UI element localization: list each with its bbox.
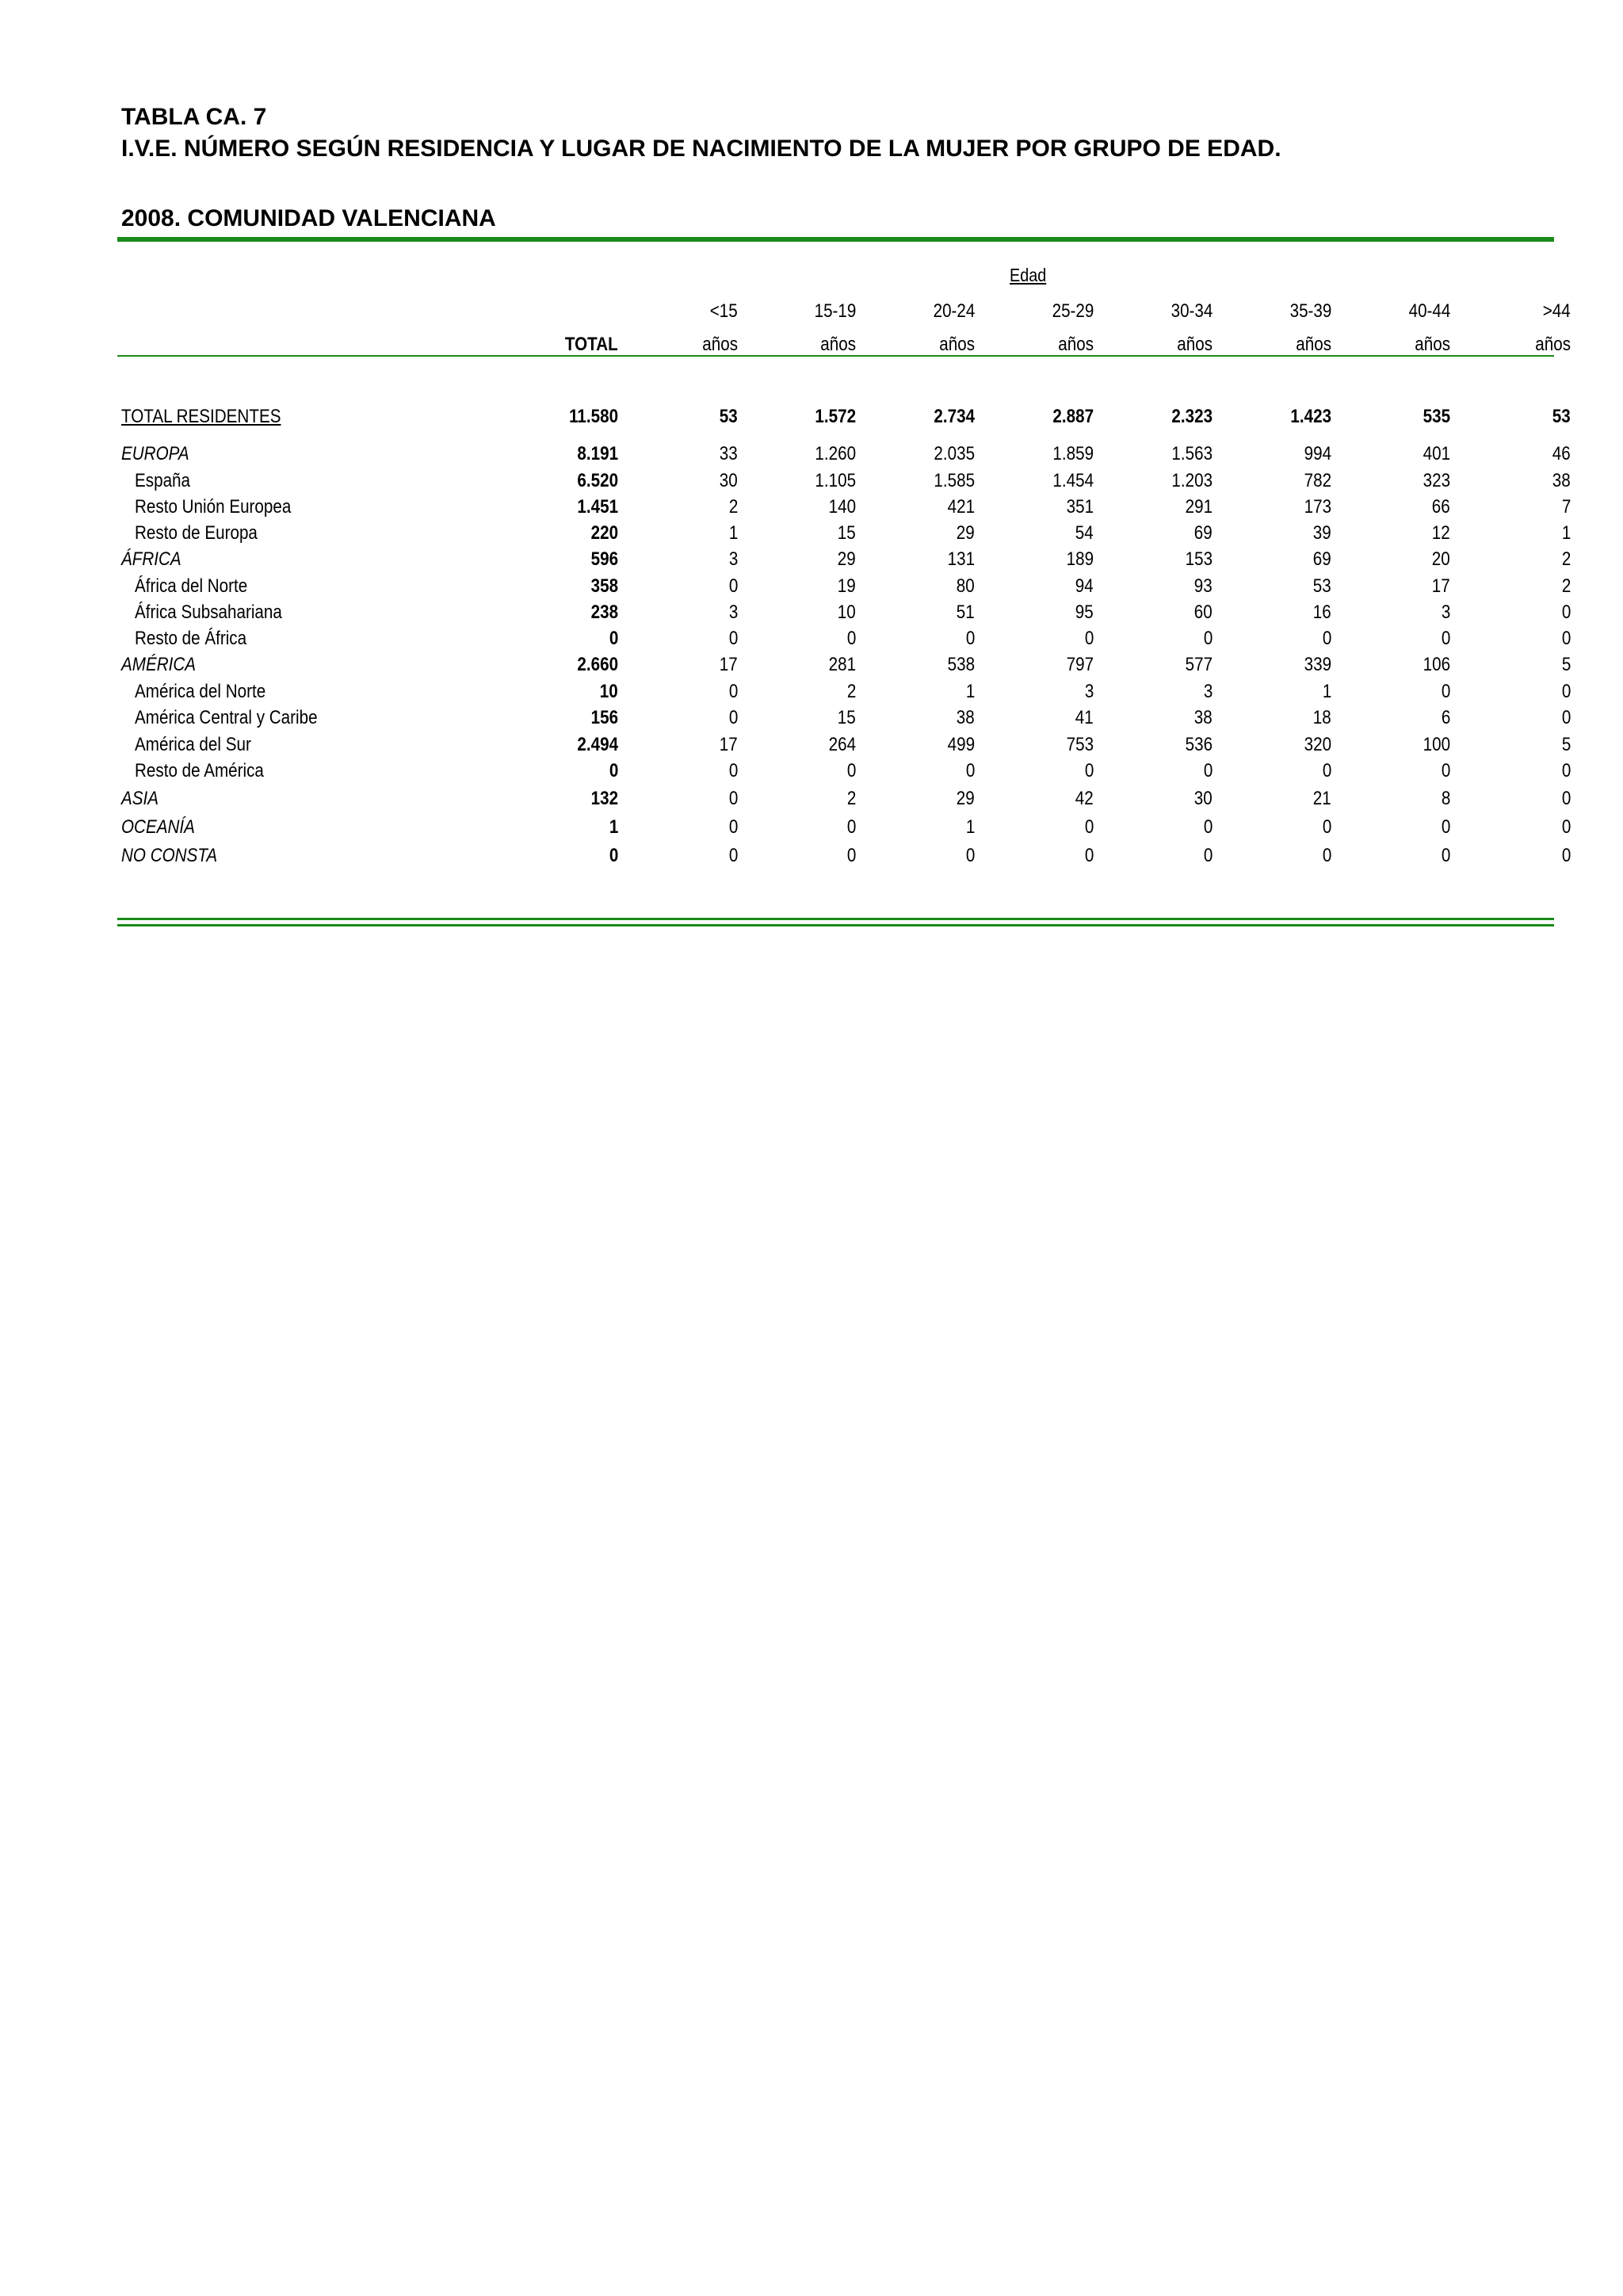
- column-header-bottom-0: TOTAL: [565, 334, 618, 355]
- row-total-value: 132: [590, 788, 618, 809]
- row-age-value: 2: [728, 496, 738, 518]
- row-age-value: 797: [1066, 654, 1094, 675]
- row-age-value: 1.859: [1052, 443, 1094, 464]
- row-age-value: 0: [1441, 760, 1450, 781]
- row-age-value: 1.563: [1171, 443, 1212, 464]
- row-age-value: 0: [728, 760, 738, 781]
- row-age-value: 5: [1561, 654, 1571, 675]
- row-age-value: 0: [1561, 760, 1571, 781]
- row-age-value: 8: [1441, 788, 1450, 809]
- row-age-value: 0: [1084, 760, 1094, 781]
- table-subtitle: 2008. COMUNIDAD VALENCIANA: [121, 205, 496, 231]
- row-total-value: 358: [590, 575, 618, 597]
- row-age-value: 0: [965, 760, 975, 781]
- age-group-label: Edad: [1010, 265, 1047, 285]
- row-age-value: 39: [1313, 522, 1331, 544]
- header-rule: [117, 355, 1554, 357]
- column-header-top-7: 40-44: [1408, 300, 1450, 322]
- row-age-value: 536: [1185, 734, 1212, 755]
- row-label: Resto Unión Europea: [135, 496, 292, 518]
- row-age-value: 0: [846, 628, 856, 649]
- column-header-bottom-7: años: [1415, 334, 1450, 355]
- row-age-value: 1: [728, 522, 738, 544]
- row-age-value: 577: [1185, 654, 1212, 675]
- row-total-value: 1: [609, 816, 618, 838]
- row-age-value: 3: [1084, 681, 1094, 702]
- row-age-value: 320: [1304, 734, 1331, 755]
- row-age-value: 15: [838, 522, 856, 544]
- row-age-value: 1: [965, 681, 975, 702]
- row-age-value: 281: [828, 654, 856, 675]
- row-age-value: 0: [728, 575, 738, 597]
- row-label: TOTAL RESIDENTES: [121, 406, 281, 427]
- row-label: ASIA: [121, 788, 159, 809]
- column-header-bottom-2: años: [820, 334, 856, 355]
- row-age-value: 66: [1432, 496, 1450, 518]
- row-age-value: 140: [828, 496, 856, 518]
- row-age-value: 0: [1322, 628, 1331, 649]
- row-label: España: [135, 470, 191, 491]
- column-header-top-8: >44: [1542, 300, 1571, 322]
- row-age-value: 0: [728, 681, 738, 702]
- row-age-value: 41: [1075, 707, 1094, 728]
- row-total-value: 8.191: [577, 443, 618, 464]
- row-total-value: 156: [590, 707, 618, 728]
- row-age-value: 80: [957, 575, 975, 597]
- row-age-value: 323: [1423, 470, 1450, 491]
- row-age-value: 53: [1552, 406, 1571, 427]
- row-age-value: 131: [947, 548, 975, 570]
- row-age-value: 7: [1561, 496, 1571, 518]
- row-age-value: 0: [1203, 628, 1212, 649]
- row-total-value: 1.451: [577, 496, 618, 518]
- row-age-value: 51: [957, 602, 975, 623]
- row-age-value: 0: [728, 816, 738, 838]
- row-age-value: 69: [1313, 548, 1331, 570]
- row-total-value: 10: [600, 681, 618, 702]
- row-age-value: 0: [1084, 628, 1094, 649]
- row-age-value: 3: [1441, 602, 1450, 623]
- row-total-value: 0: [609, 760, 618, 781]
- row-label: América del Sur: [135, 734, 251, 755]
- row-age-value: 499: [947, 734, 975, 755]
- row-age-value: 1.572: [815, 406, 856, 427]
- row-label: EUROPA: [121, 443, 189, 464]
- column-header-bottom-3: años: [939, 334, 975, 355]
- row-age-value: 38: [957, 707, 975, 728]
- bottom-rule-2: [117, 924, 1554, 926]
- row-label: OCEANÍA: [121, 816, 195, 838]
- column-header-top-6: 35-39: [1289, 300, 1331, 322]
- row-age-value: 17: [720, 654, 738, 675]
- column-header-bottom-4: años: [1058, 334, 1094, 355]
- row-age-value: 1.423: [1290, 406, 1331, 427]
- row-age-value: 0: [1561, 602, 1571, 623]
- row-age-value: 2.734: [934, 406, 975, 427]
- row-label: América del Norte: [135, 681, 266, 702]
- row-age-value: 0: [1561, 681, 1571, 702]
- row-age-value: 106: [1423, 654, 1450, 675]
- row-age-value: 10: [838, 602, 856, 623]
- row-age-value: 2.035: [934, 443, 975, 464]
- row-age-value: 29: [957, 522, 975, 544]
- row-age-value: 15: [838, 707, 856, 728]
- row-total-value: 2.660: [577, 654, 618, 675]
- row-age-value: 0: [1203, 816, 1212, 838]
- row-age-value: 94: [1075, 575, 1094, 597]
- row-age-value: 1.585: [934, 470, 975, 491]
- column-header-top-3: 20-24: [933, 300, 975, 322]
- row-age-value: 30: [720, 470, 738, 491]
- row-age-value: 54: [1075, 522, 1094, 544]
- row-age-value: 753: [1066, 734, 1094, 755]
- row-total-value: 11.580: [568, 406, 618, 427]
- row-age-value: 0: [1561, 845, 1571, 866]
- row-age-value: 1.260: [815, 443, 856, 464]
- row-age-value: 0: [728, 628, 738, 649]
- row-age-value: 782: [1304, 470, 1331, 491]
- row-age-value: 0: [1441, 845, 1450, 866]
- column-header-bottom-6: años: [1296, 334, 1331, 355]
- row-age-value: 29: [957, 788, 975, 809]
- row-age-value: 401: [1423, 443, 1450, 464]
- row-age-value: 3: [1203, 681, 1212, 702]
- column-header-top-4: 25-29: [1052, 300, 1094, 322]
- row-age-value: 0: [1322, 816, 1331, 838]
- row-age-value: 30: [1194, 788, 1212, 809]
- row-total-value: 0: [609, 628, 618, 649]
- row-label: ÁFRICA: [121, 548, 181, 570]
- row-age-value: 2.887: [1052, 406, 1094, 427]
- row-age-value: 3: [728, 602, 738, 623]
- row-age-value: 994: [1304, 443, 1331, 464]
- column-header-bottom-1: años: [702, 334, 738, 355]
- top-rule: [117, 237, 1554, 242]
- row-age-value: 2: [846, 681, 856, 702]
- row-label: Resto de África: [135, 628, 247, 649]
- row-age-value: 189: [1066, 548, 1094, 570]
- row-age-value: 53: [1313, 575, 1331, 597]
- table-title: I.V.E. NÚMERO SEGÚN RESIDENCIA Y LUGAR DE NACIMIENTO DE LA MUJER POR GRUPO DE EDAD.: [121, 136, 1281, 162]
- row-age-value: 1.203: [1171, 470, 1212, 491]
- row-age-value: 17: [720, 734, 738, 755]
- row-age-value: 0: [1561, 816, 1571, 838]
- column-header-top-2: 15-19: [814, 300, 856, 322]
- row-age-value: 0: [1561, 628, 1571, 649]
- row-age-value: 0: [1203, 760, 1212, 781]
- row-age-value: 18: [1313, 707, 1331, 728]
- row-age-value: 173: [1304, 496, 1331, 518]
- row-age-value: 0: [1084, 816, 1094, 838]
- row-age-value: 0: [1322, 845, 1331, 866]
- row-age-value: 0: [1203, 845, 1212, 866]
- row-age-value: 100: [1423, 734, 1450, 755]
- bottom-rule-1: [117, 918, 1554, 920]
- row-age-value: 0: [728, 845, 738, 866]
- row-total-value: 220: [590, 522, 618, 544]
- row-age-value: 0: [1441, 816, 1450, 838]
- row-age-value: 38: [1194, 707, 1212, 728]
- row-age-value: 17: [1432, 575, 1450, 597]
- row-total-value: 2.494: [577, 734, 618, 755]
- row-age-value: 33: [720, 443, 738, 464]
- row-total-value: 6.520: [577, 470, 618, 491]
- row-age-value: 20: [1432, 548, 1450, 570]
- row-label: Resto de América: [135, 760, 264, 781]
- row-total-value: 0: [609, 845, 618, 866]
- row-age-value: 535: [1423, 406, 1450, 427]
- row-age-value: 2.323: [1171, 406, 1212, 427]
- row-age-value: 2: [846, 788, 856, 809]
- row-age-value: 0: [846, 760, 856, 781]
- row-age-value: 12: [1432, 522, 1450, 544]
- row-age-value: 0: [965, 628, 975, 649]
- row-age-value: 46: [1552, 443, 1571, 464]
- row-age-value: 421: [947, 496, 975, 518]
- row-age-value: 60: [1194, 602, 1212, 623]
- row-age-value: 1.454: [1052, 470, 1094, 491]
- row-age-value: 1.105: [815, 470, 856, 491]
- row-age-value: 2: [1561, 575, 1571, 597]
- row-age-value: 38: [1552, 470, 1571, 491]
- row-age-value: 0: [728, 707, 738, 728]
- column-header-bottom-5: años: [1177, 334, 1212, 355]
- row-age-value: 19: [838, 575, 856, 597]
- row-label: AMÉRICA: [121, 654, 197, 675]
- row-age-value: 0: [1084, 845, 1094, 866]
- row-age-value: 21: [1313, 788, 1331, 809]
- row-age-value: 16: [1313, 602, 1331, 623]
- row-age-value: 95: [1075, 602, 1094, 623]
- column-header-top-1: <15: [709, 300, 738, 322]
- row-total-value: 238: [590, 602, 618, 623]
- row-age-value: 0: [1441, 681, 1450, 702]
- row-age-value: 153: [1185, 548, 1212, 570]
- row-age-value: 264: [828, 734, 856, 755]
- row-age-value: 0: [1441, 628, 1450, 649]
- row-age-value: 538: [947, 654, 975, 675]
- row-age-value: 0: [965, 845, 975, 866]
- row-age-value: 53: [720, 406, 738, 427]
- table-label: TABLA CA. 7: [121, 104, 267, 130]
- row-age-value: 1: [965, 816, 975, 838]
- row-age-value: 0: [728, 788, 738, 809]
- row-age-value: 69: [1194, 522, 1212, 544]
- row-label: NO CONSTA: [121, 845, 218, 866]
- row-age-value: 3: [728, 548, 738, 570]
- row-age-value: 42: [1075, 788, 1094, 809]
- row-age-value: 1: [1561, 522, 1571, 544]
- row-age-value: 1: [1322, 681, 1331, 702]
- row-age-value: 93: [1194, 575, 1212, 597]
- row-total-value: 596: [590, 548, 618, 570]
- column-header-bottom-8: años: [1535, 334, 1571, 355]
- row-age-value: 5: [1561, 734, 1571, 755]
- row-age-value: 339: [1304, 654, 1331, 675]
- row-age-value: 2: [1561, 548, 1571, 570]
- column-header-top-5: 30-34: [1170, 300, 1212, 322]
- row-age-value: 351: [1066, 496, 1094, 518]
- row-label: África del Norte: [135, 575, 248, 597]
- row-age-value: 0: [1561, 707, 1571, 728]
- row-label: Resto de Europa: [135, 522, 258, 544]
- row-age-value: 291: [1185, 496, 1212, 518]
- row-label: América Central y Caribe: [135, 707, 318, 728]
- row-age-value: 0: [1561, 788, 1571, 809]
- row-age-value: 0: [846, 845, 856, 866]
- row-age-value: 0: [1322, 760, 1331, 781]
- row-label: África Subsahariana: [135, 602, 282, 623]
- row-age-value: 29: [838, 548, 856, 570]
- row-age-value: 0: [846, 816, 856, 838]
- row-age-value: 6: [1441, 707, 1450, 728]
